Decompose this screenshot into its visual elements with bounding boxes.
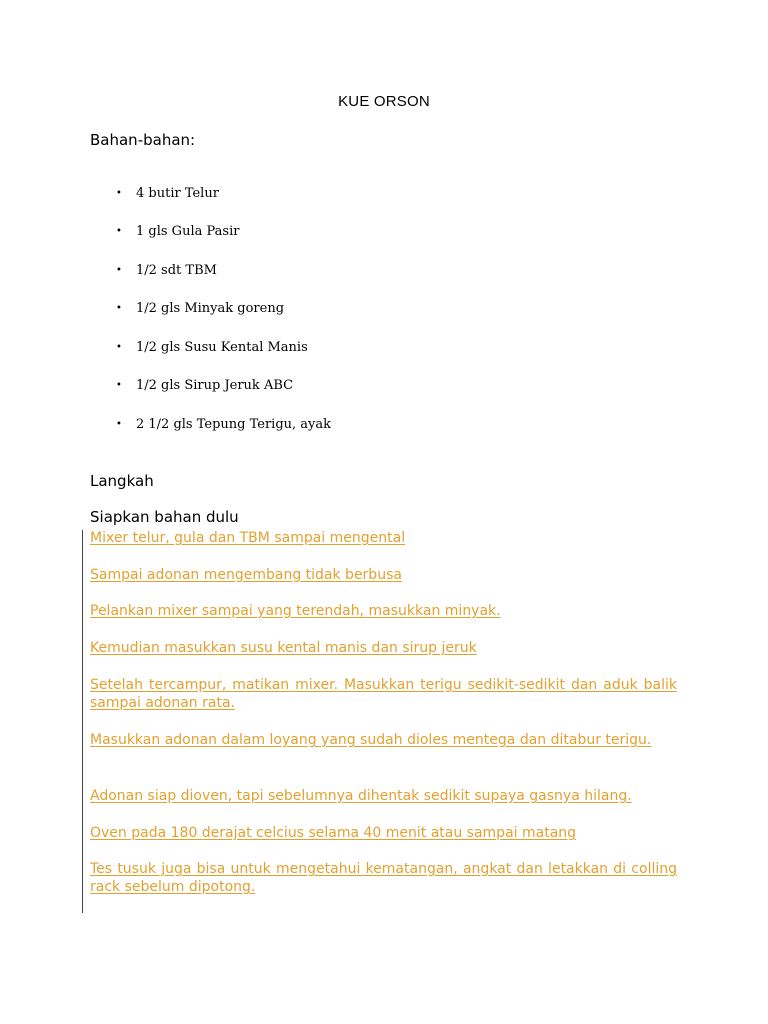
list-item <box>116 340 308 360</box>
bullet-icon: • <box>116 342 122 353</box>
intro-text: Siapkan bahan dulu <box>90 508 239 526</box>
step-link[interactable]: Adonan siap dioven, tapi sebelumnya dihentak sedikit supaya gasnya hilang. <box>90 788 632 804</box>
ingredients-heading: Bahan-bahan: <box>90 131 196 149</box>
list-item <box>116 224 239 244</box>
step-link[interactable]: Setelah tercampur, matikan mixer. Masukkan terigu sedikit-sedikit dan aduk balik sampai adonan rata. <box>90 677 677 711</box>
step-link[interactable]: Pelankan mixer sampai yang terendah, masukkan minyak. <box>90 603 501 619</box>
ingredient-text: 1 gls Gula Pasir <box>136 224 240 239</box>
list-item <box>116 263 217 283</box>
step-link[interactable]: Tes tusuk juga bisa untuk mengetahui kematangan, angkat dan letakkan di colling rack sebelum dipotong. <box>90 861 677 895</box>
steps-heading: Langkah <box>90 472 154 490</box>
list-item <box>116 417 331 437</box>
step-link[interactable]: Mixer telur, gula dan TBM sampai mengental <box>90 530 406 546</box>
ingredient-text: 1/2 gls Minyak goreng <box>136 301 285 316</box>
ingredient-text: 1/2 gls Susu Kental Manis <box>136 340 308 355</box>
bullet-icon: • <box>116 188 122 199</box>
revision-change-bar <box>82 530 83 913</box>
step-link[interactable]: Masukkan adonan dalam loyang yang sudah dioles mentega dan ditabur terigu. <box>90 732 652 748</box>
step-link[interactable]: Sampai adonan mengembang tidak berbusa <box>90 567 402 583</box>
bullet-icon: • <box>116 226 122 237</box>
ingredient-text: 1/2 sdt TBM <box>136 263 217 278</box>
list-item <box>116 186 219 206</box>
ingredient-text: 1/2 gls Sirup Jeruk ABC <box>136 378 294 393</box>
bullet-icon: • <box>116 265 122 276</box>
bullet-icon: • <box>116 419 122 430</box>
document-title: KUE ORSON <box>338 93 430 110</box>
ingredient-text: 4 butir Telur <box>136 186 219 201</box>
ingredient-text: 2 1/2 gls Tepung Terigu, ayak <box>136 417 332 432</box>
step-link[interactable]: Kemudian masukkan susu kental manis dan sirup jeruk <box>90 640 477 656</box>
bullet-icon: • <box>116 380 122 391</box>
list-item <box>116 301 284 321</box>
list-item <box>116 378 293 398</box>
bullet-icon: • <box>116 303 122 314</box>
step-link[interactable]: Oven pada 180 derajat celcius selama 40 menit atau sampai matang <box>90 825 577 841</box>
